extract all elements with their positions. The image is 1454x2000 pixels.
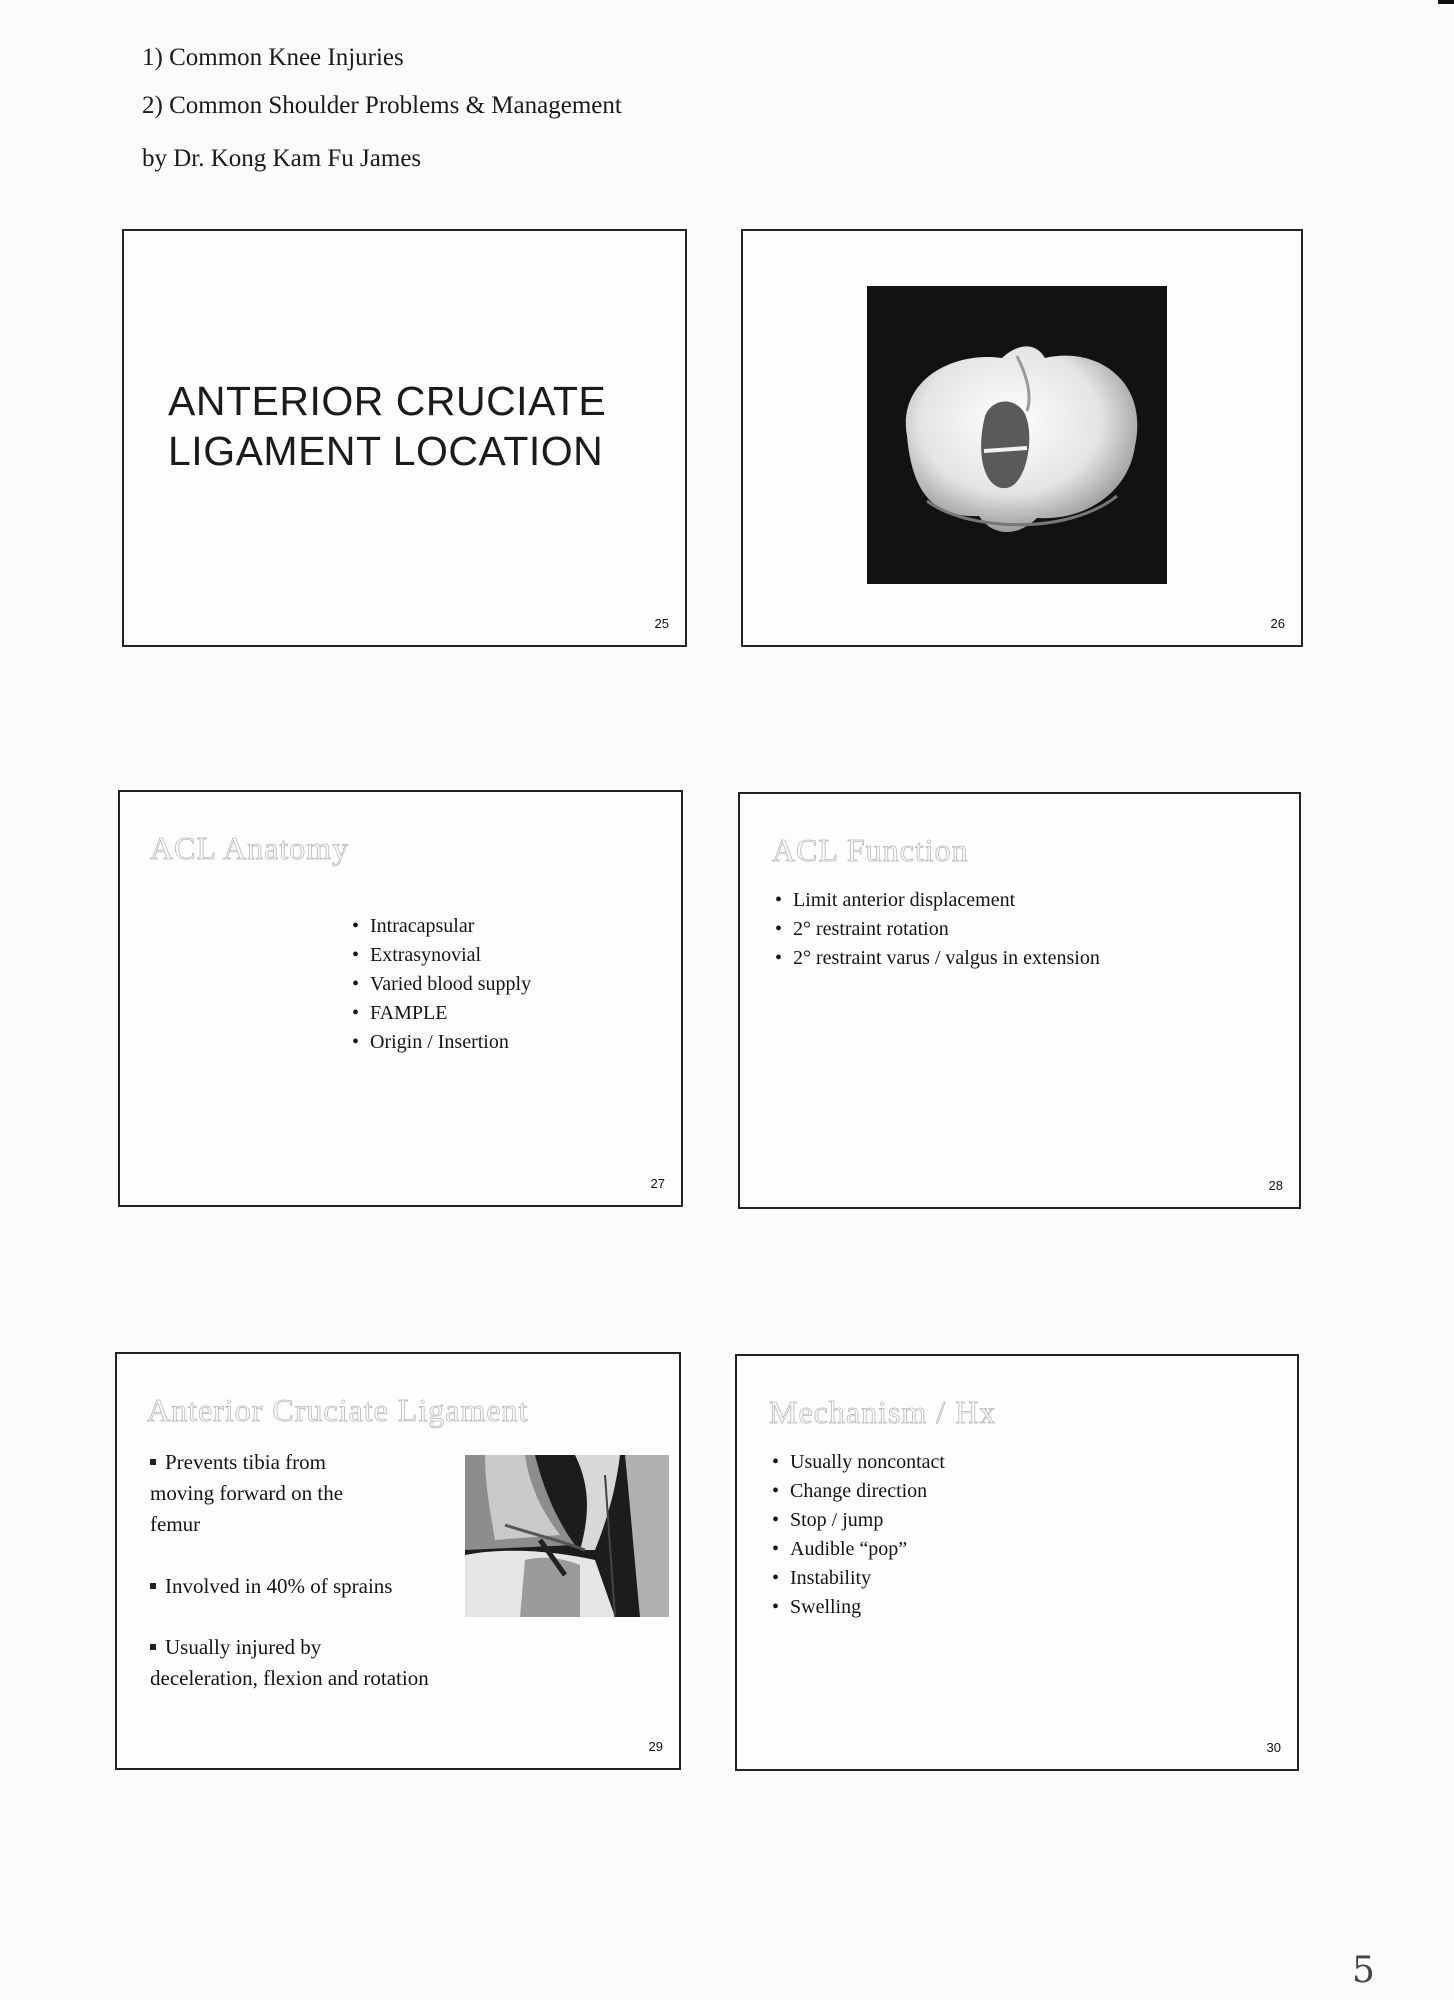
slide-number: 28 [1268,1178,1283,1193]
header-line-2: 2) Common Shoulder Problems & Management [142,92,622,119]
slide-28 [738,792,1301,1209]
bullet-list [775,886,1100,973]
slide-title-line-1: ANTERIOR CRUCIATE [168,378,607,424]
slide-30 [735,1354,1299,1771]
bullet-square-icon [150,1644,156,1650]
list-item: • Swelling [772,1593,945,1622]
bullet-square-icon [150,1459,156,1465]
knee-mri-photo [465,1455,669,1617]
slide-29 [115,1352,681,1770]
slide-title: ACL Anatomy [150,830,350,866]
list-item: • Limit anterior displacement [775,886,1100,915]
tibial-plateau-photo [867,286,1167,584]
slide-number: 25 [654,616,669,631]
slide-25 [122,229,687,647]
list-item: • 2° restraint rotation [775,915,1100,944]
list-item: • Instability [772,1564,945,1593]
list-item: Prevents tibia from moving forward on the femur [150,1450,344,1536]
bullet-list [352,912,531,1057]
slide-27 [118,790,683,1207]
slide-number: 27 [650,1176,665,1191]
list-item: • Origin / Insertion [352,1028,531,1057]
slide-title-line-2: LIGAMENT LOCATION [168,428,604,474]
list-item: • Extrasynovial [352,941,531,970]
list-item: Involved in 40% of sprains [150,1571,392,1602]
corner-mark [1438,0,1454,4]
slide-title: Anterior Cruciate Ligament [147,1392,529,1428]
list-item: • FAMPLE [352,999,531,1028]
slide-number: 26 [1270,616,1285,631]
list-item: • Varied blood supply [352,970,531,999]
bullet-list [772,1448,945,1622]
slide-number: 30 [1266,1740,1281,1755]
list-item: • Stop / jump [772,1506,945,1535]
list-item: Usually injured by deceleration, flexion and rotation [150,1635,429,1690]
bullet-square-icon [150,1583,156,1589]
slide-title: ACL Function [772,832,969,868]
slide-title: Mechanism / Hx [769,1394,997,1430]
list-item: • Audible “pop” [772,1535,945,1564]
slide-26 [741,229,1303,647]
header-line-3: by Dr. Kong Kam Fu James [142,145,422,172]
slide-title [168,376,606,476]
list-item: • Usually noncontact [772,1448,945,1477]
slide-number: 29 [648,1739,663,1754]
handwritten-page-number: 5 [1352,1950,1375,1991]
list-item: • 2° restraint varus / valgus in extension [775,944,1100,973]
header-line-1: 1) Common Knee Injuries [142,44,404,71]
list-item: • Change direction [772,1477,945,1506]
list-item: • Intracapsular [352,912,531,941]
